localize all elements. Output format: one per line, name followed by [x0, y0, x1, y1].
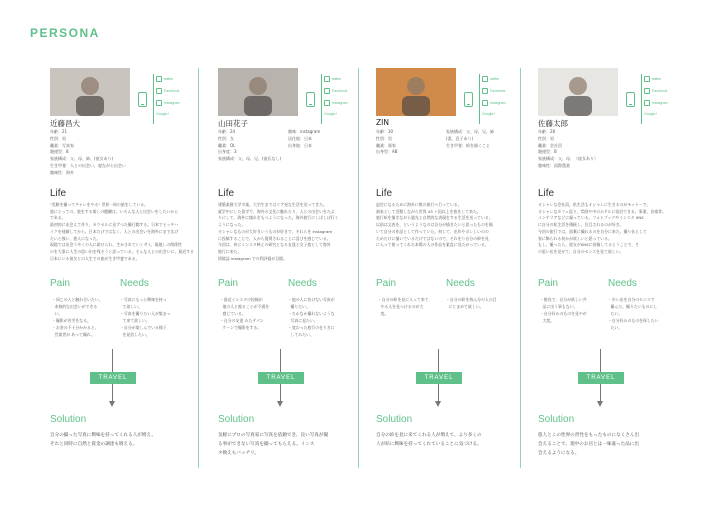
life-text: オシャレな会社員。私生活もオシャレに生きるのがモットーで、 オシャレなカフェ巡り、雰囲や中のホテルに宿泊できる。事業、音楽等。 インテリアなどに凝っている。フォトブックやインスタ SNS に自分の私生活を積極し、注目されるのが好き。 今回の旅行では、放棄に撮れるのを自分に来た。撮り伝として 家に飾られる何かが欲しいと思っている。 もし、撮ったら、彼女がSNSに投稿してるとうことで、そ の思い出を見せて、自分のセンスを見て欲しい。: [538, 202, 666, 254]
pain-list: ・最近インスタの投稿が 他の人と被ることが不満を 感じている。 ・自分の友達 みたテパン ケーンで撮影をする。: [220, 297, 270, 330]
portrait-image: [218, 68, 298, 116]
solution-text: 自分の絵を見に来てくれる人が増えて、より多くの 人が絵に興味を持ってくれていることに気づける。: [376, 433, 482, 447]
twitter-icon: [482, 76, 488, 82]
pain-heading: Pain: [376, 278, 397, 289]
life-text: "美勝を撮ってチャレをやる" 世界一周の旅をしている。 旅にとっての、旅をする楽しの醍醐は、いろんな人と出会いをしたいから である。 最初的に出会えて作り、カウセルに見ずつた撮行勤する。日本でヒッチハ イクを経験してから、日本だけではなく、人との出会いを海外にまで広げ たいと強い、旅人になった。 現地では出会う多くの人に助けられ、生かされていくサイ。現地しの関係性 のを大事に人生の思い出を残そうと思っている。そんな人との出会いに、最近する 日本にいる彼女との人生での旅が生き甲斐である。: [50, 202, 194, 261]
needs-list: ・自分の絵を持ん分の人の目 にとまめて欲しい。: [446, 297, 497, 309]
life-heading: Life: [538, 188, 555, 199]
social-link-facebook[interactable]: Facebook: [482, 88, 505, 94]
persona-name: 佐藤太郎: [538, 119, 568, 128]
persona-photo: [50, 68, 130, 116]
life-heading: Life: [218, 188, 235, 199]
social-links: [626, 74, 696, 126]
solution-text: 気軽にプロの写真家に写真を依頼でき、良い写真が撮 る事ができない写真を撮ってもらえる。インス タ映えもバッチリ。: [218, 433, 329, 456]
travel-badge: TRAVEL: [258, 372, 304, 384]
needs-list: ・歩い出を自分のセンスで 撮んだ。撮りたいものにし たい。 ・自分好みのものを探したい たい。: [608, 297, 659, 330]
social-link-instagram[interactable]: Instagram: [324, 100, 348, 106]
needs-list: ・写真にもっと興味を持っ て欲しい。 ・写真を撮りたい人が集まっ て来て欲しい。 ・自分が楽しんでいる様子 を発信したい。: [120, 297, 171, 337]
arrow-down-icon: [109, 401, 115, 407]
instagram-icon: [482, 100, 488, 106]
facebook-icon: [482, 88, 488, 94]
needs-heading: Needs: [608, 278, 637, 289]
arrow-down-icon: [435, 401, 441, 407]
social-link-twitter[interactable]: twitter: [156, 76, 173, 82]
persona-column: [50, 68, 200, 488]
solution-heading: Solution: [376, 414, 413, 425]
solution-text: 自分の撮った写真に興味を持ってくれる人が増え、 それと同時に自然と資金の調達も増える。: [50, 433, 156, 447]
social-bracket: [153, 74, 154, 124]
social-link-instagram[interactable]: Instagram: [156, 100, 180, 106]
persona-name: 近藤昌大: [50, 119, 80, 128]
persona-profile: 年齢：30 性別：男 職業：画家 出身型：AB: [376, 129, 398, 155]
pain-list: ・同じの入と触れ合いたい。 本格的な出会いができる い。 ・撮影が苦労をなる。 ・お金の不十分かかると、 営業者が あって撮れ。: [52, 297, 103, 337]
travel-badge: TRAVEL: [90, 372, 136, 384]
life-text: 退官になるために海外に拠の旅行へ行っている。 画家として活動しながら世界 43 ヶ国以上を旅をして来た。 旅行絵を描きながら風光と自然的な表現をする生活を送っている。 以前は文表を、というようなのは自分が描きたいと思ったものを描 いて自分の作品として作っていた。何して、出作やボレしいのの ためだけに描いているだけではないので、それをり自分の絵を見 に入って使ってくれた本場の人の作品を素直に見たがっている。: [376, 202, 493, 248]
needs-heading: Needs: [120, 278, 149, 289]
social-link-googleplus[interactable]: Google+: [482, 112, 496, 116]
life-text: 建築業務大学卒業。大学生まではリア充な生活を送ってきた。 就学中にした留学で、海外の文化に触れたり、人との出会いをたぶ りにして、海外に憧れをもつようになった。海外旅行にしばしば行く ようになった。 オシャレなものが大好きいうものが好きで、それらを instagram に投稿することで、人から賞賛されることに喜びを感じている。 今回は、何にインスタ映えの研究となる友達と女子旅として海外 旅行に来た。 情報誌 instagram での利評価が目標。: [218, 202, 339, 261]
persona-profile: 年齢：24 性別：女 職業：OL 出身度：3 家族構成：父、母、兄、(彼氏なし): [218, 129, 282, 162]
social-link-facebook[interactable]: Facebook: [324, 88, 347, 94]
social-link-instagram[interactable]: Instagram: [482, 100, 506, 106]
portrait-image: [538, 68, 618, 116]
social-bracket: [321, 74, 322, 124]
solution-text: 旅人とこの性界の習性をもったものになくさん出 会えることで、現中のお店とは一味違った品に出 会えるようになる。: [538, 433, 640, 456]
persona-column: [218, 68, 368, 488]
social-link-instagram[interactable]: Instagram: [644, 100, 668, 106]
social-links: [464, 74, 534, 126]
smartphone-icon: [626, 92, 635, 107]
facebook-icon: [324, 88, 330, 94]
pain-heading: Pain: [218, 278, 239, 289]
social-bracket: [479, 74, 480, 124]
instagram-icon: [644, 100, 650, 106]
twitter-icon: [324, 76, 330, 82]
instagram-icon: [156, 100, 162, 106]
social-link-googleplus[interactable]: Google+: [324, 112, 338, 116]
smartphone-icon: [306, 92, 315, 107]
facebook-icon: [644, 88, 650, 94]
travel-badge: TRAVEL: [578, 372, 624, 384]
twitter-icon: [156, 76, 162, 82]
pain-list: ・鮮良で、自分が欲しい共 品に出う事もない。 ・自分好みのものを見やが 大変。: [540, 297, 587, 323]
needs-heading: Needs: [288, 278, 317, 289]
social-link-facebook[interactable]: Facebook: [156, 88, 179, 94]
needs-heading: Needs: [446, 278, 475, 289]
portrait-image: [50, 68, 130, 116]
arrow-down-icon: [277, 401, 283, 407]
persona-name: 山田花子: [218, 119, 248, 128]
smartphone-icon: [464, 92, 473, 107]
persona-photo: [538, 68, 618, 116]
pain-list: ・自分の絵を見に人って来て やる人を見つけるのが大 変。: [378, 297, 429, 316]
persona-profile: 年齢：21 性別：男 職業：写真家 趣運型：8 家族構成：父、母、姉、(彼女あり) 生き甲斐：人との出会い、寝ながら出会い 趣味性：海外: [50, 129, 126, 175]
persona-photo: [376, 68, 456, 116]
social-link-googleplus[interactable]: Google+: [156, 112, 170, 116]
page-title: PERSONA: [30, 26, 100, 40]
persona-photo: [218, 68, 298, 116]
needs-list: ・他の人に負けない写真が 撮りたい。 ・ちかなか撮れないような 写真に見たい。 ・変わった旅行の在り方に してみたい。: [288, 297, 335, 337]
persona-name: ZIN: [376, 118, 389, 127]
solution-heading: Solution: [538, 414, 575, 425]
solution-heading: Solution: [218, 414, 255, 425]
social-links: [138, 74, 208, 126]
arrow-down-icon: [597, 401, 603, 407]
pain-heading: Pain: [50, 278, 71, 289]
persona-profile-extra: 趣味：instagram 居住地：日本 出身地：日本: [288, 129, 321, 148]
persona-profile: 年齢：28 性別：男 職業：会社員 趣運型：B 家族構成：父、母、（彼女あり） 趣味性：国際農業: [538, 129, 598, 168]
facebook-icon: [156, 88, 162, 94]
social-link-facebook[interactable]: Facebook: [644, 88, 667, 94]
instagram-icon: [324, 100, 330, 106]
travel-badge: TRAVEL: [416, 372, 462, 384]
pain-heading: Pain: [538, 278, 559, 289]
twitter-icon: [644, 76, 650, 82]
social-link-twitter[interactable]: twitter: [482, 76, 499, 82]
social-link-googleplus[interactable]: Google+: [644, 112, 658, 116]
solution-heading: Solution: [50, 414, 87, 425]
social-link-twitter[interactable]: twitter: [324, 76, 341, 82]
persona-profile-extra: 家族構成：父、母、兄、姉 (妻、息子あり) 生き甲斐：絵を描くこと: [446, 129, 494, 148]
social-bracket: [641, 74, 642, 124]
social-links: [306, 74, 376, 126]
persona-column: [376, 68, 526, 488]
life-heading: Life: [50, 188, 67, 199]
portrait-image: [376, 68, 456, 116]
smartphone-icon: [138, 92, 147, 107]
social-link-twitter[interactable]: twitter: [644, 76, 661, 82]
life-heading: Life: [376, 188, 393, 199]
persona-column: [538, 68, 688, 488]
